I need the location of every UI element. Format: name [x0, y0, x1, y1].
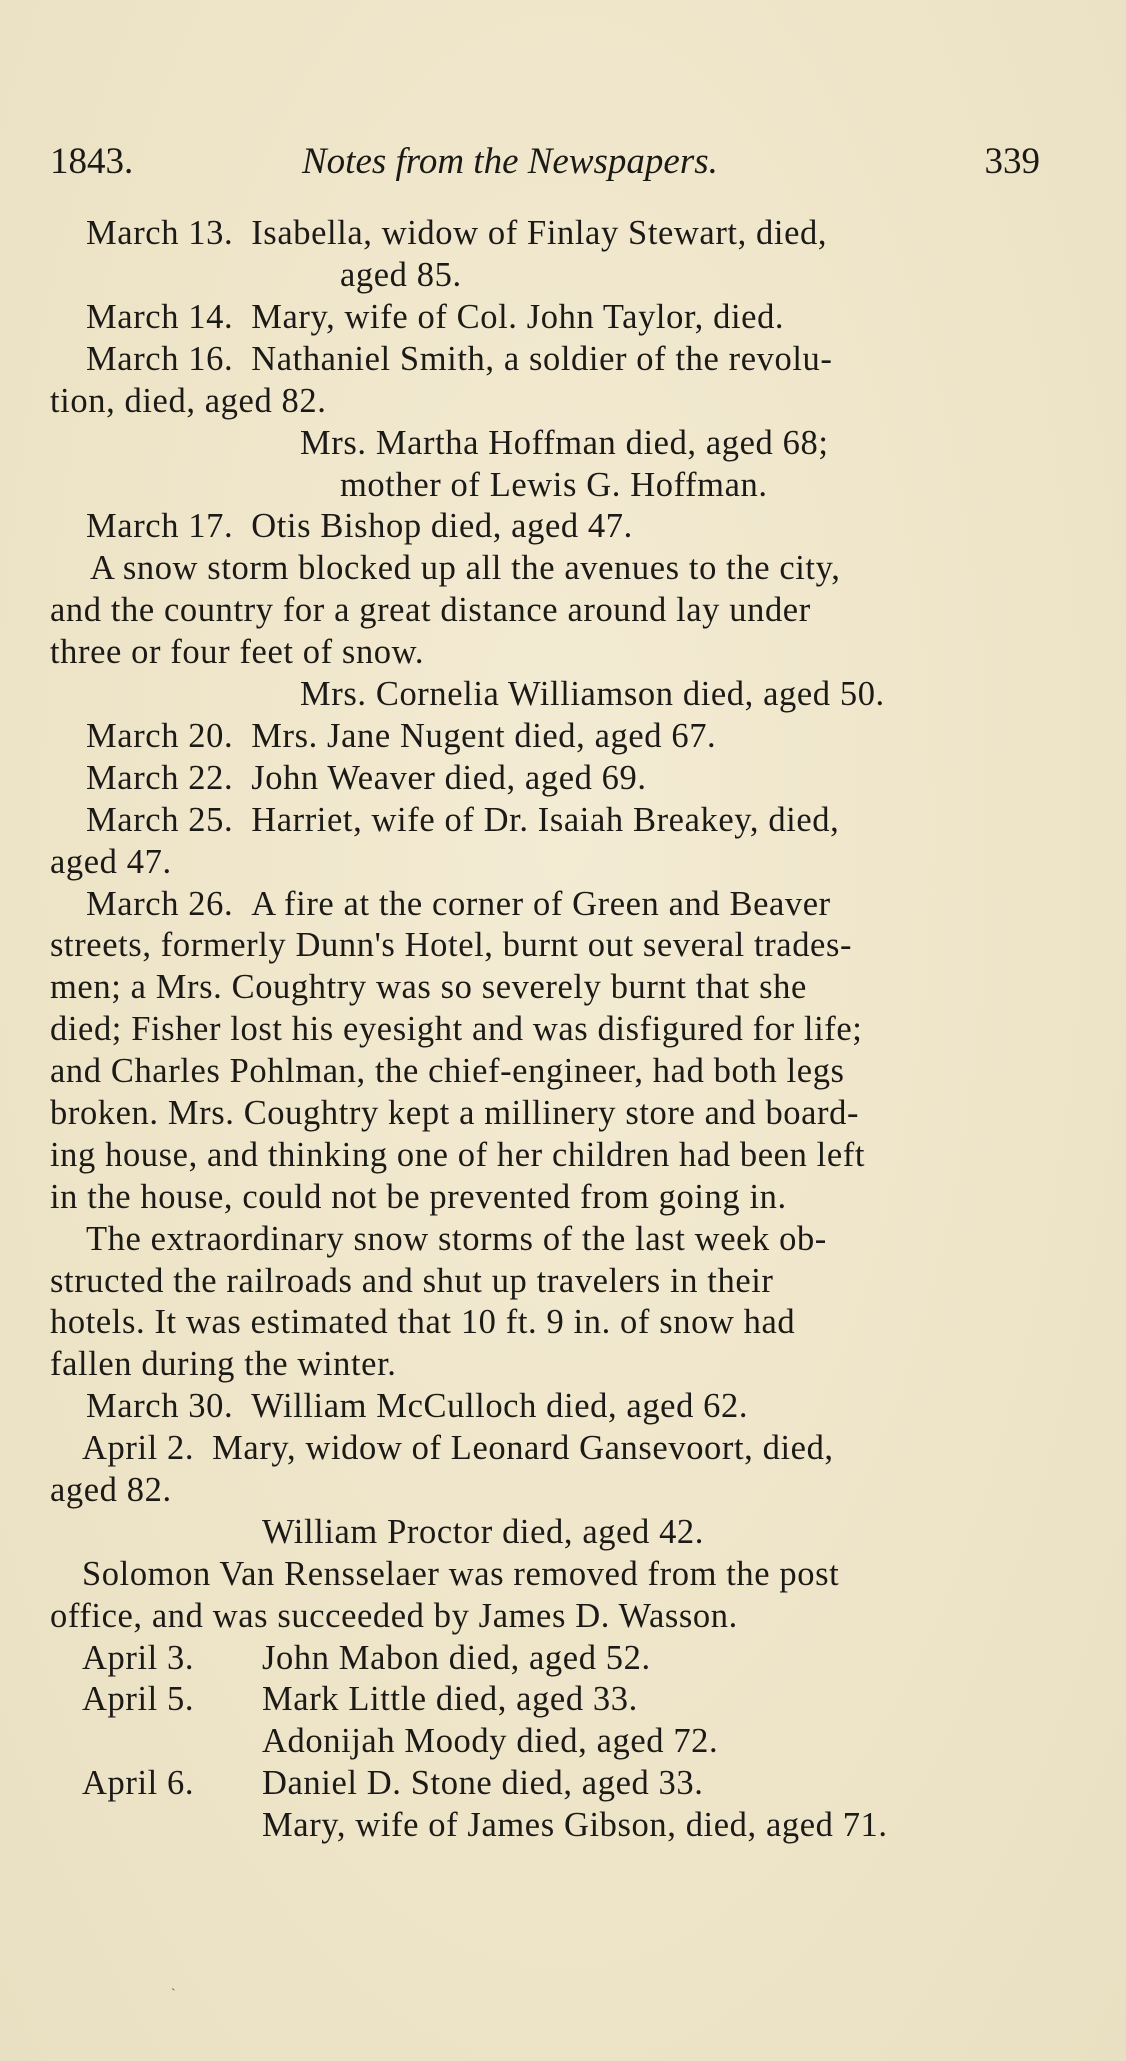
- entry-line: [90, 548, 1048, 588]
- entry-line: [300, 674, 885, 714]
- entry-line: [262, 1512, 704, 1552]
- entry-line: [50, 1302, 1048, 1342]
- page-number: 339: [984, 141, 1040, 182]
- entry-line: [50, 1135, 1048, 1175]
- entry-text: John Mabon died, aged 52.: [262, 1639, 651, 1677]
- entry-line: [50, 1596, 738, 1636]
- entry-line: [86, 339, 1048, 379]
- entry-text: Mary, wife of Col. John Taylor, died.: [251, 298, 785, 336]
- entry-text: Adonijah Moody died, aged 72.: [262, 1722, 719, 1760]
- entry-text: ing house, and thinking one of her children had been left: [50, 1136, 866, 1174]
- entry-text: office, and was succeeded by James D. Wasson.: [50, 1597, 738, 1635]
- entry-date: March 25.: [86, 801, 234, 839]
- entry-line: [86, 1386, 748, 1426]
- entry-line: [82, 1679, 638, 1719]
- page-speck: `: [171, 1987, 176, 2002]
- entry-text: tion, died, aged 82.: [50, 382, 327, 420]
- entry-line: [50, 632, 424, 672]
- entry-text: aged 47.: [50, 843, 172, 881]
- entry-text: broken. Mrs. Coughtry kept a millinery store and board-: [50, 1094, 860, 1132]
- entry-line: [86, 758, 647, 798]
- entry-text: Mark Little died, aged 33.: [262, 1680, 638, 1718]
- entry-line: [82, 1554, 1048, 1594]
- entry-line: [86, 506, 633, 546]
- entry-date: March 16.: [86, 340, 234, 378]
- entry-text: hotels. It was estimated that 10 ft. 9 in. of snow had: [50, 1303, 796, 1341]
- entry-line: [300, 423, 1048, 463]
- entry-line: [86, 716, 716, 756]
- entry-text: Mary, wife of James Gibson, died, aged 71.: [262, 1806, 888, 1844]
- entry-line: [82, 1428, 1048, 1468]
- entry-line: [50, 1470, 172, 1510]
- entry-date: March 20.: [86, 717, 234, 755]
- entry-date: April 5.: [82, 1680, 195, 1718]
- entry-text: Nathaniel Smith, a soldier of the revolu-: [251, 340, 833, 378]
- entry-text: in the house, could not be prevented from going in.: [50, 1178, 787, 1216]
- entry-line: [50, 1009, 1048, 1049]
- running-title: Notes from the Newspapers.: [302, 141, 718, 182]
- entry-line: [82, 1763, 703, 1803]
- entry-line: [50, 590, 1048, 630]
- entry-line: [50, 1093, 1048, 1133]
- entry-line: [50, 925, 1048, 965]
- entry-text: mother of Lewis G. Hoffman.: [340, 466, 768, 504]
- entry-text: John Weaver died, aged 69.: [251, 759, 647, 797]
- entry-date: April 6.: [82, 1764, 195, 1802]
- entry-text: Otis Bishop died, aged 47.: [251, 507, 633, 545]
- entry-text: Harriet, wife of Dr. Isaiah Breakey, died,: [251, 801, 840, 839]
- entry-date: April 3.: [82, 1639, 195, 1677]
- entry-line: [86, 297, 784, 337]
- running-header: [50, 140, 1040, 190]
- entry-line: [86, 800, 1048, 840]
- entry-line: [50, 967, 1048, 1007]
- entry-line: [50, 1261, 1048, 1301]
- entry-text: structed the railroads and shut up travelers in their: [50, 1262, 774, 1300]
- entry-text: died; Fisher lost his eyesight and was disfigured for life;: [50, 1010, 863, 1048]
- entry-text: Mrs. Martha Hoffman died, aged 68;: [300, 424, 829, 462]
- entry-date: April 2.: [82, 1429, 195, 1467]
- entry-date: March 14.: [86, 298, 234, 336]
- entry-line: [50, 1344, 397, 1384]
- entry-line: [262, 1805, 888, 1845]
- entry-text: Solomon Van Rensselaer was removed from the post: [82, 1555, 840, 1593]
- entry-date: March 17.: [86, 507, 234, 545]
- entry-text: and the country for a great distance around lay under: [50, 591, 811, 629]
- entry-text: William Proctor died, aged 42.: [262, 1513, 705, 1551]
- entry-text: aged 82.: [50, 1471, 172, 1509]
- entry-text: aged 85.: [340, 256, 462, 294]
- entry-text: three or four feet of snow.: [50, 633, 425, 671]
- entry-text: A fire at the corner of Green and Beaver: [251, 885, 831, 923]
- entry-line: [262, 1721, 718, 1761]
- entry-line: [50, 842, 172, 882]
- entry-text: streets, formerly Dunn's Hotel, burnt out several trades-: [50, 926, 853, 964]
- entry-line: [340, 255, 462, 295]
- entry-text: men; a Mrs. Coughtry was so severely burnt that she: [50, 968, 807, 1006]
- entry-date: March 30.: [86, 1387, 234, 1425]
- entry-line: [50, 1177, 787, 1217]
- entry-text: fallen during the winter.: [50, 1345, 397, 1383]
- entry-text: Isabella, widow of Finlay Stewart, died,: [251, 214, 828, 252]
- entry-line: [86, 1219, 1048, 1259]
- entry-line: [86, 213, 1048, 253]
- entry-text: Mrs. Cornelia Williamson died, aged 50.: [300, 675, 885, 713]
- entry-text: The extraordinary snow storms of the last week ob-: [86, 1220, 827, 1258]
- entry-line: [86, 884, 1048, 924]
- entry-line: [340, 465, 768, 505]
- entry-line: [50, 381, 326, 421]
- entry-date: March 26.: [86, 885, 234, 923]
- entry-text: William McCulloch died, aged 62.: [251, 1387, 749, 1425]
- header-year: 1843.: [50, 141, 134, 182]
- entry-line: [50, 1051, 1048, 1091]
- entry-text: Mary, widow of Leonard Gansevoort, died,: [212, 1429, 834, 1467]
- entry-date: March 22.: [86, 759, 234, 797]
- entry-date: March 13.: [86, 214, 234, 252]
- entry-text: A snow storm blocked up all the avenues to the city,: [90, 549, 841, 587]
- entry-text: Mrs. Jane Nugent died, aged 67.: [251, 717, 717, 755]
- entry-line: [82, 1638, 651, 1678]
- entry-text: Daniel D. Stone died, aged 33.: [262, 1764, 704, 1802]
- entry-text: and Charles Pohlman, the chief-engineer, had both legs: [50, 1052, 845, 1090]
